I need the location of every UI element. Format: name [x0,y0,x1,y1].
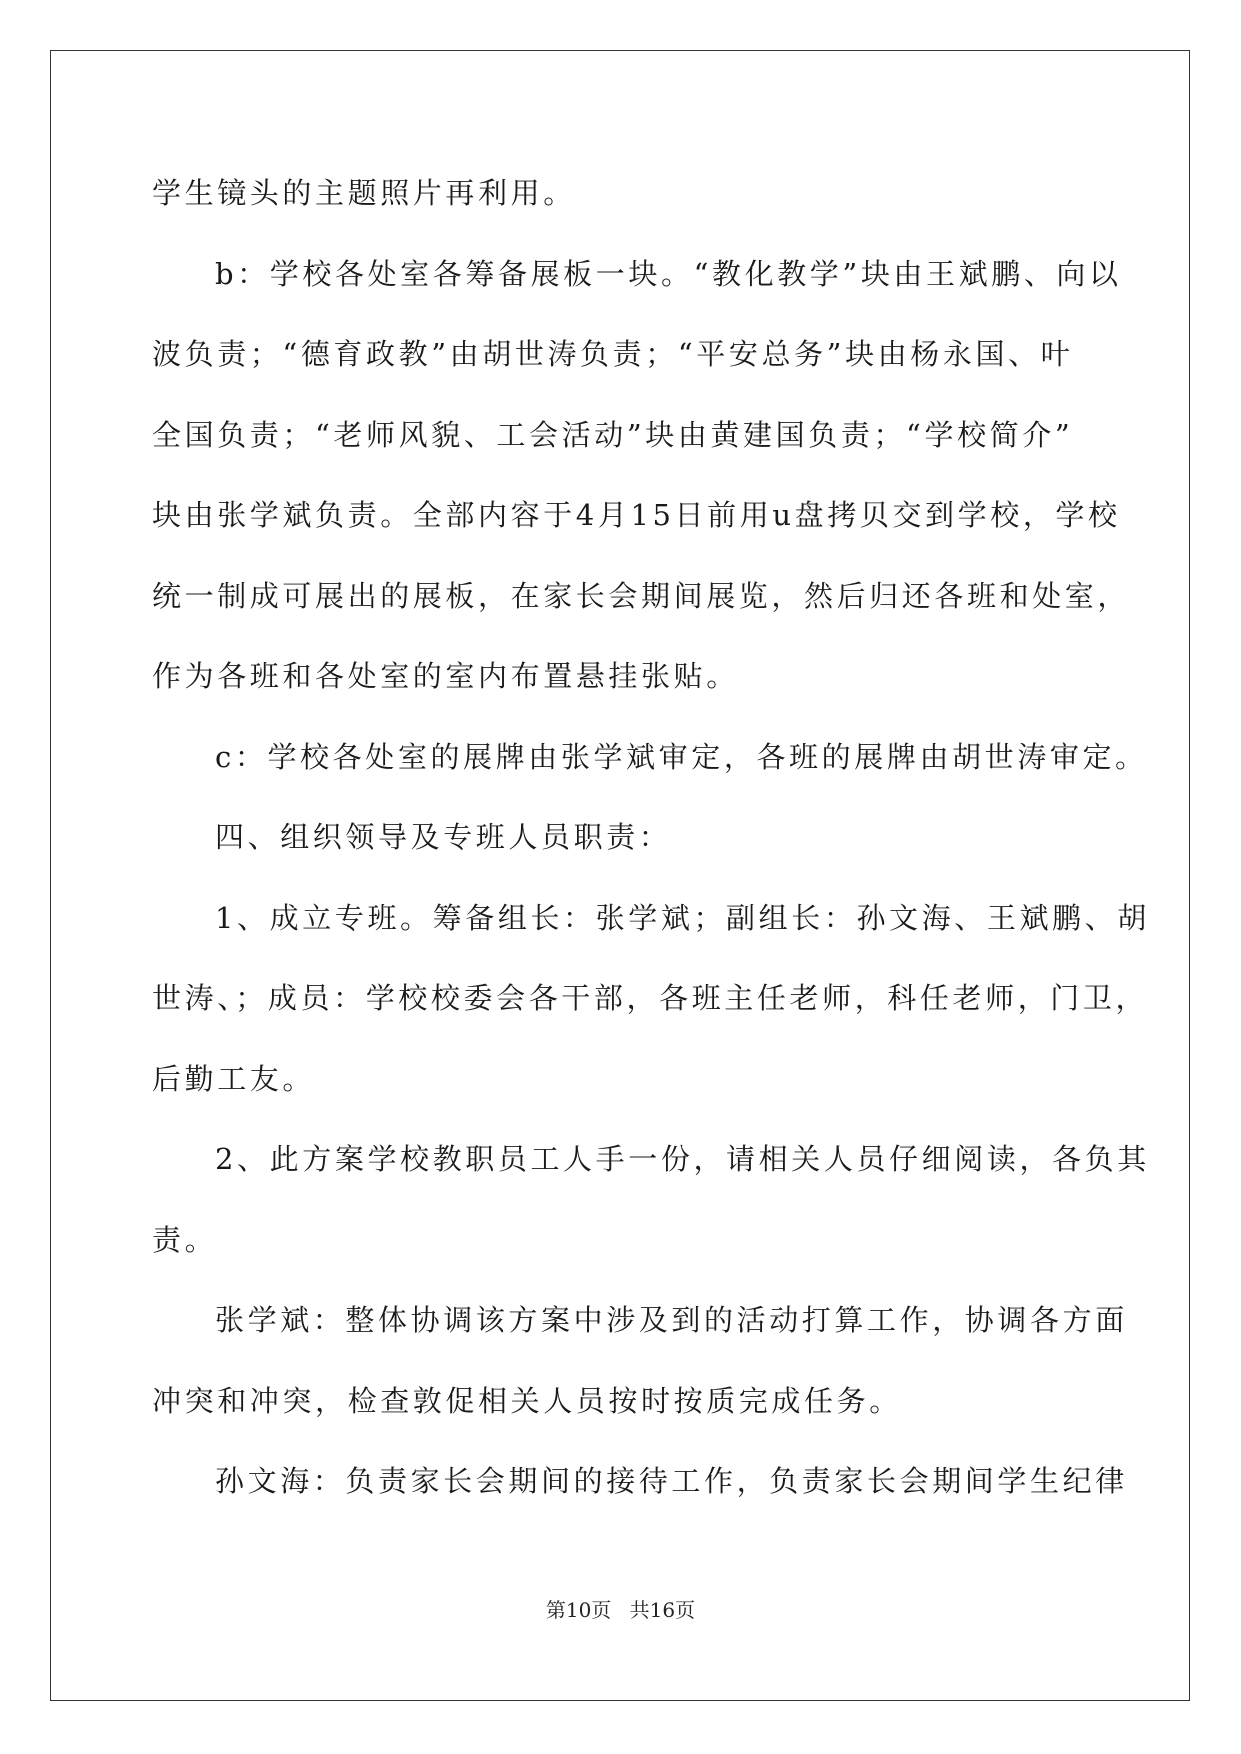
text-line: 张学斌：整体协调该方案中涉及到的活动打算工作，协调各方面 [215,1303,1128,1337]
text-line: 孙文海：负责家长会期间的接待工作，负责家长会期间学生纪律 [215,1464,1128,1498]
text-line: 后勤工友。 [152,1061,316,1096]
text-line: 波负责；“德育政教”由胡世涛负责；“平安总务”块由杨永国、叶 [152,337,1074,371]
page-number: 第10页 [545,1598,612,1622]
text-line: 块由张学斌负责。全部内容于4月15日前用u盘拷贝交到学校，学校 [152,498,1121,532]
text-line: 统一制成可展出的展板，在家长会期间展览，然后归还各班和处室， [152,578,1131,613]
text-line: 冲突和冲突，检查敦促相关人员按时按质完成任务。 [152,1383,902,1418]
text-line: 四、组织领导及专班人员职责： [215,820,672,854]
text-line: 责。 [152,1222,218,1257]
document-body [152,153,1150,1522]
text-line: 1、成立专班。筹备组长：张学斌；副组长：孙文海、王斌鹏、胡 [215,900,1150,935]
text-line: 学生镜头的主题照片再利用。 [152,176,576,210]
text-line: 世涛、；成员：学校校委会各干部，各班主任老师，科任老师，门卫， [152,981,1149,1015]
text-line: 2、此方案学校教职员工人手一份，请相关人员仔细阅读，各负其 [215,1142,1150,1176]
text-line: 作为各班和各处室的室内布置悬挂张贴。 [152,659,739,693]
page-total: 共16页 [629,1598,696,1622]
text-line: c：学校各处室的展牌由张学斌审定，各班的展牌由胡世涛审定。 [215,739,1148,774]
text-line: b：学校各处室各筹备展板一块。“教化教学”块由王斌鹏、向以 [215,256,1122,291]
page-footer [0,1594,1241,1623]
text-line: 全国负责；“老师风貌、工会活动”块由黄建国负责；“学校简介” [152,417,1074,452]
